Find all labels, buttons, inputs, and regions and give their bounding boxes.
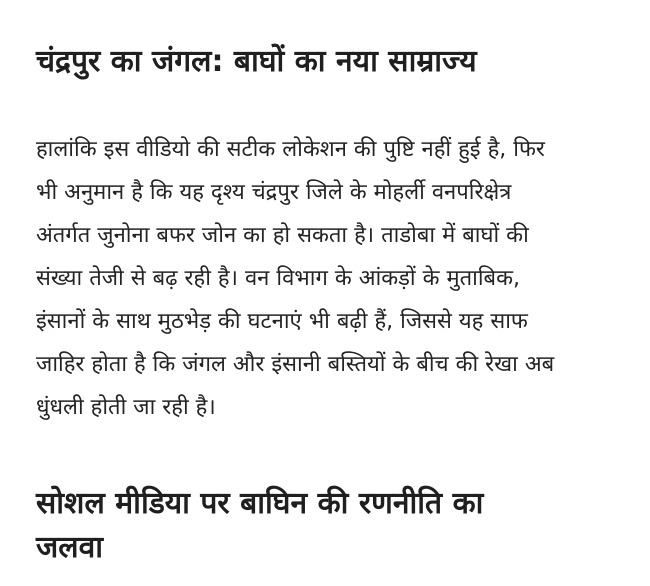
section-heading-social-media: सोशल मीडिया पर बाघिन की रणनीति का जलवा (36, 486, 484, 565)
section-heading-chandrapur-forest: चंद्रपुर का जंगल: बाघों का नया साम्राज्य (36, 44, 477, 79)
article-paragraph: हालांकि इस वीडियो की सटीक लोकेशन की पुष्टि नहीं हुई है, फिर भी अनुमान है कि यह दृश्य चंद्रपुर जिले के मोहर्ली वनपरिक्षेत्र अंतर्गत जुनोना बफर जोन का हो सकता है। ताडोबा में बाघों की संख्या तेजी से बढ़ रही है। वन विभाग के आंकड़ों के मुताबिक, इंसानों के साथ मुठभेड़ की घटनाएं भी बढ़ी हैं, जिससे यह साफ जाहिर होता है कि जंगल और इंसानी बस्तियों के बीच की रेखा अब धुंधली होती जा रही है। (36, 137, 555, 420)
